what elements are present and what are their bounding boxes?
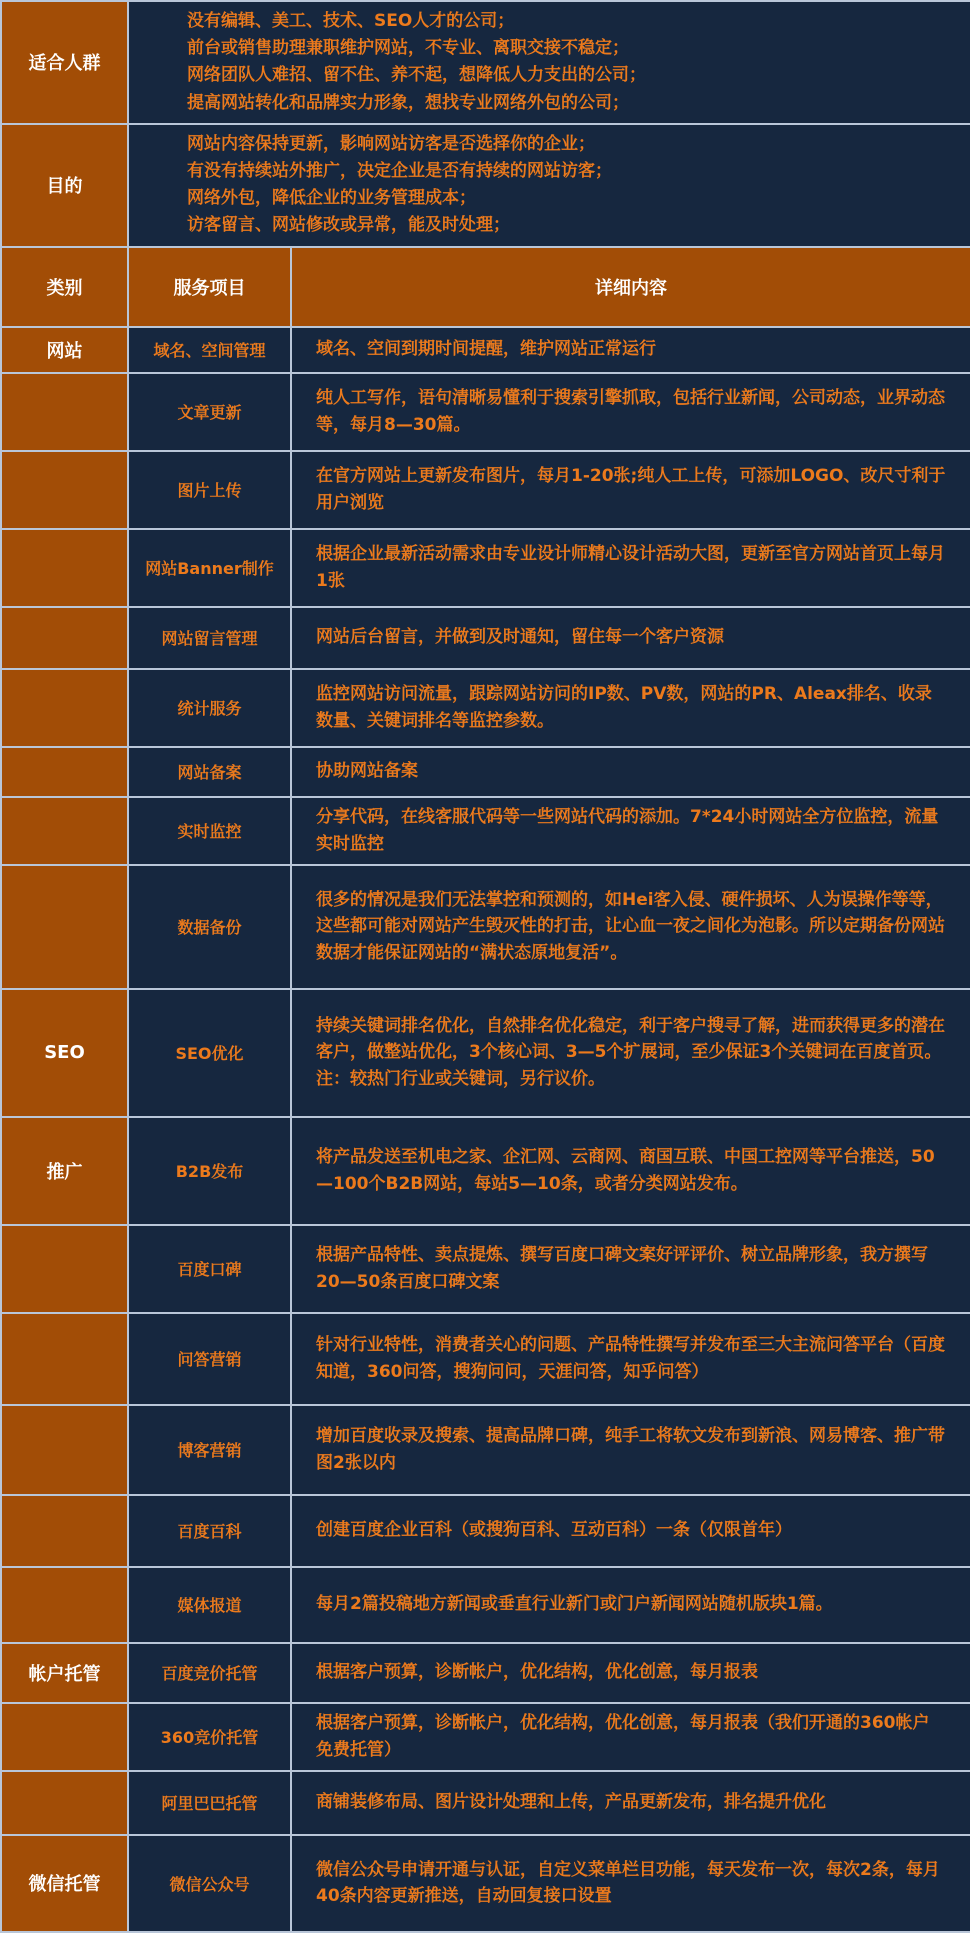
table-row — [1, 1643, 970, 1703]
category-cell — [1, 1495, 128, 1567]
table-row — [1, 1313, 970, 1405]
service-cell: 微信公众号 — [128, 1835, 291, 1932]
detail-cell: 持续关键词排名优化，自然排名优化稳定，利于客户搜寻了解，进而获得更多的潜在客户，做整站优化，3个核心词、3—5个扩展词，至少保证3个关键词在百度首页。注：较热门行业或关键词，另行议价。 — [291, 989, 970, 1117]
detail-cell: 针对行业特性，消费者关心的问题、产品特性撰写并发布至三大主流问答平台（百度知道，360问答，搜狗问问，天涯问答，知乎问答） — [291, 1313, 970, 1405]
service-cell: 百度口碑 — [128, 1225, 291, 1313]
header-category: 类别 — [1, 247, 128, 327]
intro-row-purpose — [1, 124, 970, 247]
service-cell: 问答营销 — [128, 1313, 291, 1405]
table-row — [1, 607, 970, 669]
header-row — [1, 247, 970, 327]
category-cell — [1, 1771, 128, 1835]
purpose-line: 访客留言、网站修改或异常，能及时处理； — [187, 215, 510, 236]
service-cell: 博客营销 — [128, 1405, 291, 1495]
table-row — [1, 327, 970, 373]
detail-cell: 根据客户预算，诊断帐户，优化结构，优化创意，每月报表 — [291, 1643, 970, 1703]
category-cell: 微信托管 — [1, 1835, 128, 1932]
category-cell — [1, 747, 128, 797]
audience-line: 提高网站转化和品牌实力形象，想找专业网络外包的公司； — [187, 92, 629, 113]
header-service: 服务项目 — [128, 247, 291, 327]
service-cell: 文章更新 — [128, 373, 291, 451]
service-cell: 图片上传 — [128, 451, 291, 529]
header-detail: 详细内容 — [291, 247, 970, 327]
table-row — [1, 1703, 970, 1771]
category-cell — [1, 373, 128, 451]
category-cell — [1, 1567, 128, 1643]
table-row — [1, 1117, 970, 1225]
category-cell: 网站 — [1, 327, 128, 373]
category-cell: 帐户托管 — [1, 1643, 128, 1703]
audience-line: 前台或销售助理兼职维护网站，不专业、离职交接不稳定； — [187, 38, 629, 59]
purpose-content — [128, 124, 970, 247]
category-cell — [1, 529, 128, 607]
purpose-line: 网络外包，降低企业的业务管理成本； — [187, 188, 476, 209]
service-cell: 阿里巴巴托管 — [128, 1771, 291, 1835]
category-cell — [1, 1703, 128, 1771]
table-row — [1, 1835, 970, 1932]
table-row — [1, 1495, 970, 1567]
service-cell: 百度百科 — [128, 1495, 291, 1567]
detail-cell: 分享代码，在线客服代码等一些网站代码的添加。7*24小时网站全方位监控，流量实时监控 — [291, 797, 970, 865]
table-row — [1, 1405, 970, 1495]
purpose-label: 目的 — [1, 124, 128, 247]
detail-cell: 商铺装修布局、图片设计处理和上传，产品更新发布，排名提升优化 — [291, 1771, 970, 1835]
detail-cell: 协助网站备案 — [291, 747, 970, 797]
detail-cell: 在官方网站上更新发布图片，每月1-20张;纯人工上传，可添加LOGO、改尺寸利于用户浏览 — [291, 451, 970, 529]
service-cell: 数据备份 — [128, 865, 291, 989]
detail-cell: 纯人工写作，语句清晰易懂利于搜索引擎抓取，包括行业新闻，公司动态，业界动态等，每月8—30篇。 — [291, 373, 970, 451]
detail-cell: 监控网站访问流量，跟踪网站访问的IP数、PV数，网站的PR、Aleax排名、收录数量、关键词排名等监控参数。 — [291, 669, 970, 747]
audience-line: 网络团队人难招、留不住、养不起，想降低人力支出的公司； — [187, 65, 646, 86]
category-cell — [1, 797, 128, 865]
category-cell — [1, 1313, 128, 1405]
table-row — [1, 1567, 970, 1643]
service-cell: 媒体报道 — [128, 1567, 291, 1643]
category-cell — [1, 669, 128, 747]
table-row — [1, 451, 970, 529]
service-cell: 网站备案 — [128, 747, 291, 797]
detail-cell: 增加百度收录及搜索、提高品牌口碑，纯手工将软文发布到新浪、网易博客、推广带图2张以内 — [291, 1405, 970, 1495]
service-cell: 统计服务 — [128, 669, 291, 747]
detail-cell: 每月2篇投稿地方新闻或垂直行业新门或门户新闻网站随机版块1篇。 — [291, 1567, 970, 1643]
table-row — [1, 1225, 970, 1313]
category-cell — [1, 865, 128, 989]
detail-cell: 微信公众号申请开通与认证，自定义菜单栏目功能，每天发布一次，每次2条，每月40条内容更新推送，自动回复接口设置 — [291, 1835, 970, 1932]
table-row — [1, 865, 970, 989]
service-cell: 域名、空间管理 — [128, 327, 291, 373]
category-cell — [1, 1405, 128, 1495]
table-row — [1, 669, 970, 747]
category-cell — [1, 607, 128, 669]
table-row — [1, 989, 970, 1117]
service-cell: 网站留言管理 — [128, 607, 291, 669]
purpose-line: 有没有持续站外推广，决定企业是否有持续的网站访客； — [187, 160, 612, 181]
table-row — [1, 797, 970, 865]
table-row — [1, 373, 970, 451]
table-row — [1, 529, 970, 607]
table-row — [1, 747, 970, 797]
detail-cell: 创建百度企业百科（或搜狗百科、互动百科）一条（仅限首年） — [291, 1495, 970, 1567]
detail-cell: 根据客户预算，诊断帐户，优化结构，优化创意，每月报表（我们开通的360帐户免费托管） — [291, 1703, 970, 1771]
table-row — [1, 1771, 970, 1835]
category-cell — [1, 1225, 128, 1313]
category-cell: SEO — [1, 989, 128, 1117]
audience-line: 没有编辑、美工、技术、SEO人才的公司； — [187, 11, 515, 31]
service-cell: B2B发布 — [128, 1117, 291, 1225]
service-cell: 实时监控 — [128, 797, 291, 865]
audience-content — [128, 1, 970, 124]
purpose-line: 网站内容保持更新，影响网站访客是否选择你的企业； — [187, 133, 595, 154]
detail-cell: 域名、空间到期时间提醒，维护网站正常运行 — [291, 327, 970, 373]
detail-cell: 根据产品特性、卖点提炼、撰写百度口碑文案好评评价、树立品牌形象，我方撰写20—50条百度口碑文案 — [291, 1225, 970, 1313]
detail-cell: 根据企业最新活动需求由专业设计师精心设计活动大图，更新至官方网站首页上每月1张 — [291, 529, 970, 607]
service-cell: 百度竞价托管 — [128, 1643, 291, 1703]
service-cell: 网站Banner制作 — [128, 529, 291, 607]
service-cell: 360竞价托管 — [128, 1703, 291, 1771]
audience-label: 适合人群 — [1, 1, 128, 124]
intro-row-audience — [1, 1, 970, 124]
detail-cell: 很多的情况是我们无法掌控和预测的，如Hei客入侵、硬件损坏、人为误操作等等，这些都可能对网站产生毁灭性的打击，让心血一夜之间化为泡影。所以定期备份网站数据才能保证网站的“满状态原地复活”。 — [291, 865, 970, 989]
category-cell: 推广 — [1, 1117, 128, 1225]
detail-cell: 网站后台留言，并做到及时通知，留住每一个客户资源 — [291, 607, 970, 669]
detail-cell: 将产品发送至机电之家、企汇网、云商网、商国互联、中国工控网等平台推送，50—100个B2B网站，每站5—10条，或者分类网站发布。 — [291, 1117, 970, 1225]
category-cell — [1, 451, 128, 529]
service-cell: SEO优化 — [128, 989, 291, 1117]
